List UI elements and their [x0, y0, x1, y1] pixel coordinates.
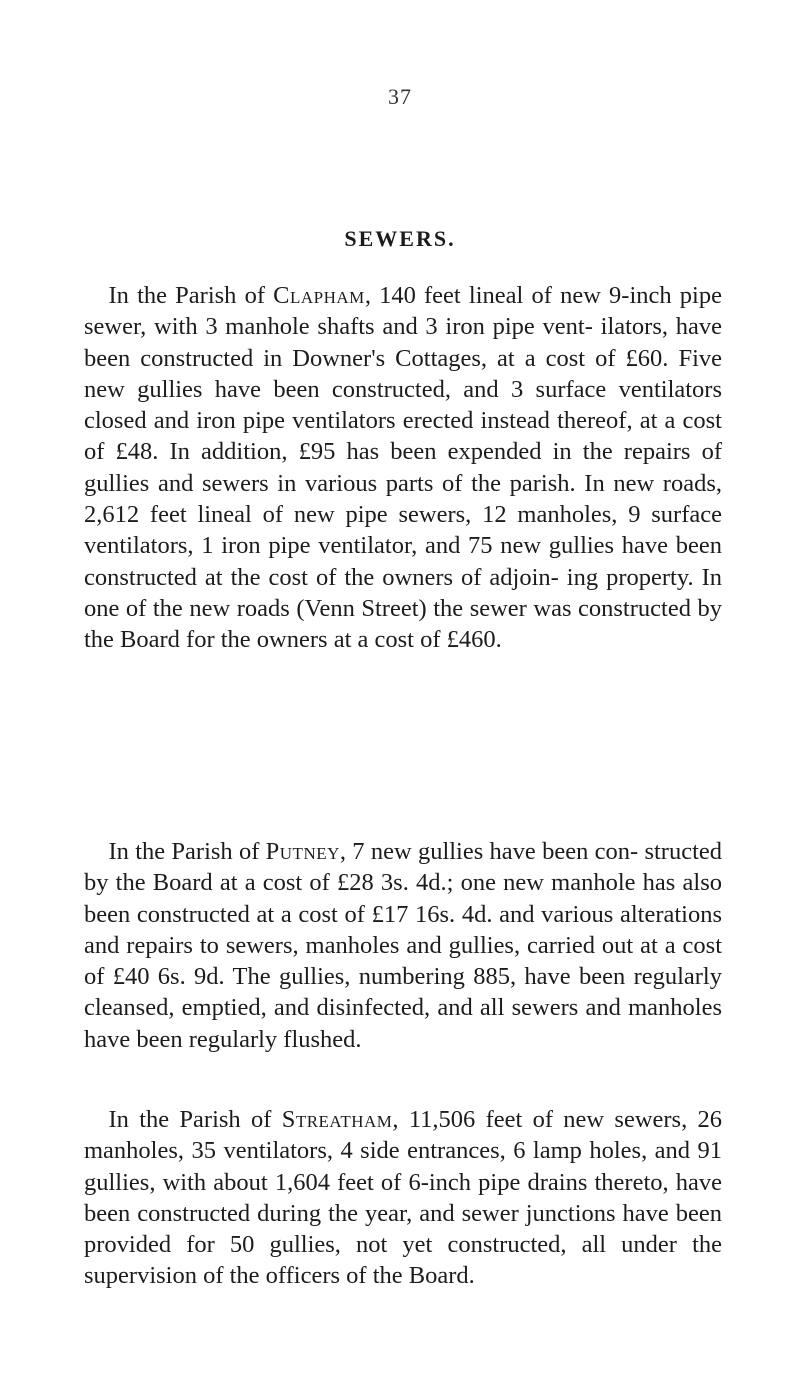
section-heading: SEWERS. [344, 226, 456, 251]
paragraph-streatham [84, 1104, 722, 1292]
parish-name: Clapham [273, 282, 365, 309]
parish-name: Streatham [281, 1106, 393, 1133]
paragraph-text: , 140 feet lineal of new 9-inch pipe sewer, with 3 manhole shafts and 3 iron pipe vent- ilators, have been constructed in Downer's Cottages, at a cost of £60. Five new gullies have been constructed, and 3 surface ventilators closed and iron pipe ventilators erected instead thereof, at a cost of £48. In addition, £95 has been expended in the repairs of gullies and sewers in various parts of the parish. In new roads, 2,612 feet lineal of new pipe sewers, 12 manholes, 9 surface ventilators, 1 iron pipe ventilator, and 75 new gullies have been constructed at the cost of the owners of adjoin- ing property. In one of the new roads (Venn Street) the sewer was constructed by the Board for the owners at a cost of £460. [84, 282, 722, 654]
paragraph-lead: In the Parish of [108, 838, 266, 865]
parish-name: Putney [265, 838, 340, 865]
paragraph-text: , 7 new gullies have been con- structed by the Board at a cost of £28 3s. 4d.; one new manhole has also been constructed at a cost of £17 16s. 4d. and various alterations and repairs to sewers, manholes and gullies, carried out at a cost of £40 6s. 9d. The gullies, numbering 885, have been regularly cleansed, emptied, and disinfected, and all sewers and manholes have been regularly flushed. [84, 838, 723, 1053]
paragraph-clapham [84, 280, 722, 656]
paragraph-lead: In the Parish of [108, 1106, 282, 1133]
page-number: 37 [388, 84, 412, 109]
paragraph-lead: In the Parish of [108, 282, 274, 309]
paragraph-putney [84, 836, 722, 1055]
paragraph-text: , 11,506 feet of new sewers, 26 manholes, 35 ventilators, 4 side entrances, 6 lamp holes, and 91 gullies, with about 1,604 feet of 6-inch pipe drains thereto, have been constructed during the year, and sewer junctions have been provided for 50 gullies, not yet constructed, all under the supervision of the officers of the Board. [84, 1106, 723, 1290]
